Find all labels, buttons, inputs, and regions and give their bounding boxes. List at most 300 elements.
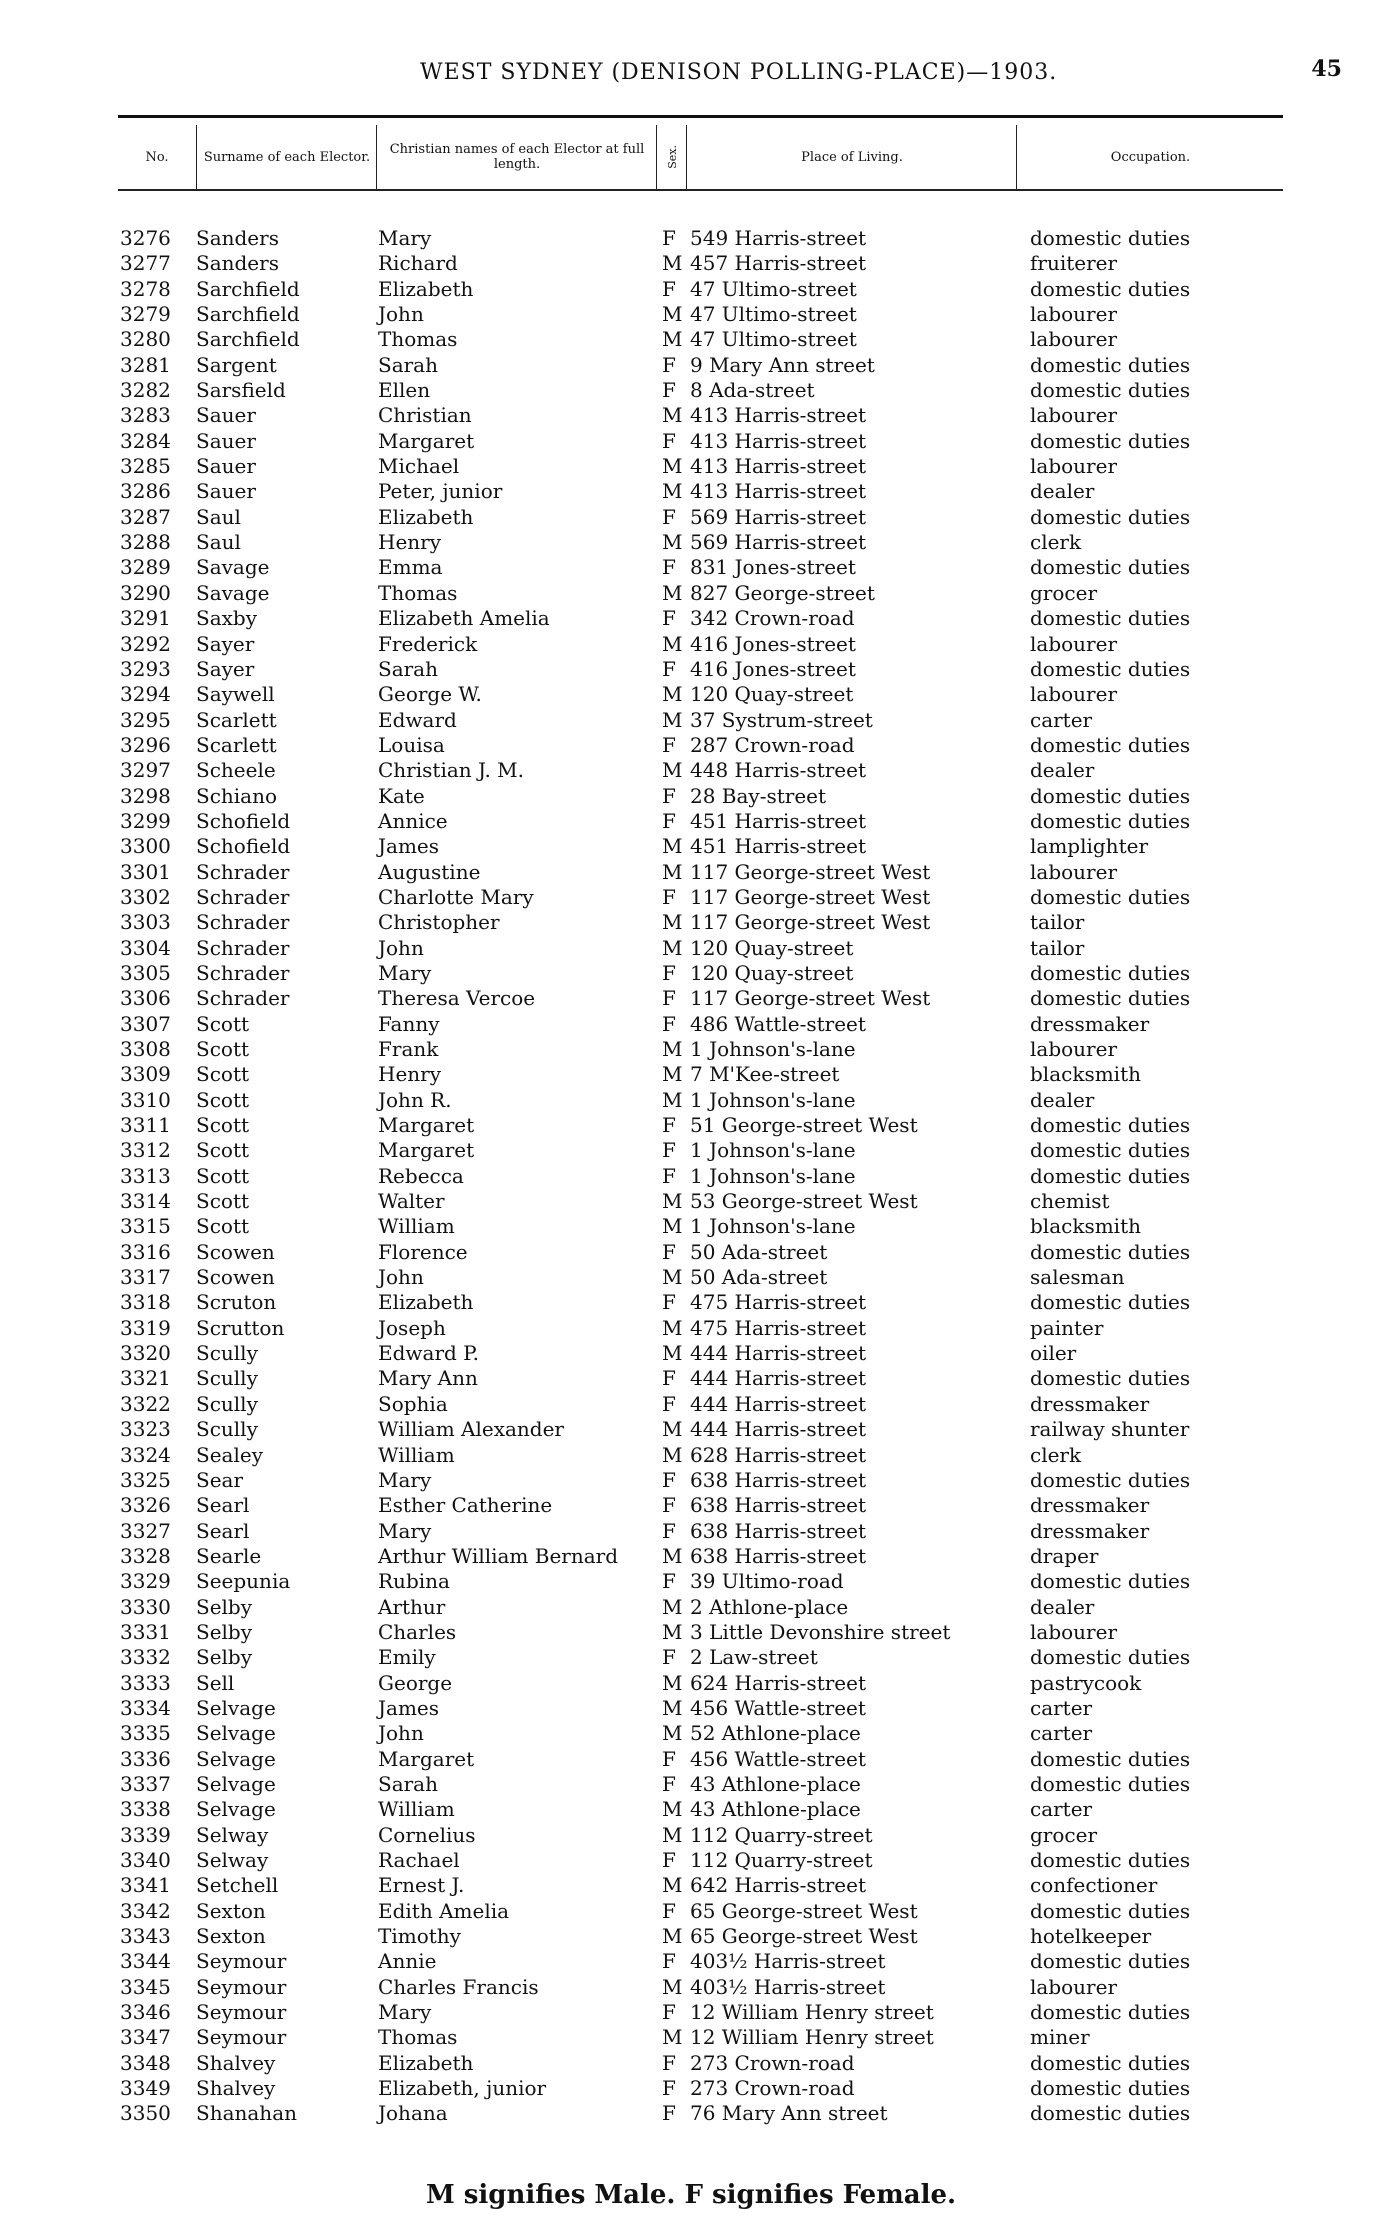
elector-occupation: clerk bbox=[1030, 1442, 1082, 1467]
elector-place-of-living: 444 Harris-street bbox=[690, 1391, 867, 1416]
table-row bbox=[0, 936, 1382, 961]
elector-number: 3289 bbox=[120, 555, 171, 580]
elector-occupation: dressmaker bbox=[1030, 1518, 1150, 1543]
elector-sex: F bbox=[662, 1011, 676, 1036]
elector-occupation: domestic duties bbox=[1030, 555, 1191, 580]
table-row bbox=[0, 860, 1382, 885]
elector-sex: F bbox=[662, 2050, 676, 2075]
table-row bbox=[0, 1595, 1382, 1620]
elector-number: 3290 bbox=[120, 580, 171, 605]
table-row bbox=[0, 403, 1382, 428]
elector-sex: F bbox=[662, 1113, 676, 1138]
elector-number: 3307 bbox=[120, 1011, 171, 1036]
elector-sex: M bbox=[662, 1214, 683, 1239]
elector-surname: Schofield bbox=[196, 834, 291, 859]
elector-sex: F bbox=[662, 606, 676, 631]
elector-place-of-living: 120 Quay-street bbox=[690, 960, 854, 985]
elector-number: 3294 bbox=[120, 682, 171, 707]
table-row bbox=[0, 784, 1382, 809]
elector-surname: Seymour bbox=[196, 2000, 287, 2025]
elector-occupation: chemist bbox=[1030, 1189, 1110, 1214]
elector-occupation: domestic duties bbox=[1030, 2050, 1191, 2075]
elector-christian-names: James bbox=[378, 834, 440, 859]
elector-occupation: dressmaker bbox=[1030, 1391, 1150, 1416]
elector-surname: Scott bbox=[196, 1214, 250, 1239]
column-header-sex bbox=[656, 125, 687, 189]
elector-number: 3350 bbox=[120, 2101, 171, 2126]
elector-sex: M bbox=[662, 1265, 683, 1290]
elector-surname: Searl bbox=[196, 1493, 250, 1518]
elector-number: 3313 bbox=[120, 1163, 171, 1188]
column-header-surname: Surname of each Elector. bbox=[196, 125, 377, 189]
elector-christian-names: Esther Catherine bbox=[378, 1493, 553, 1518]
elector-occupation: domestic duties bbox=[1030, 1848, 1191, 1872]
elector-sex: M bbox=[662, 1721, 683, 1746]
elector-christian-names: Thomas bbox=[378, 2025, 458, 2050]
table-row bbox=[0, 1316, 1382, 1341]
elector-place-of-living: 76 Mary Ann street bbox=[690, 2101, 888, 2126]
elector-occupation: fruiterer bbox=[1030, 251, 1118, 276]
elector-surname: Scully bbox=[196, 1417, 258, 1442]
elector-sex: F bbox=[662, 428, 676, 453]
table-row bbox=[0, 682, 1382, 707]
table-row bbox=[0, 1949, 1382, 1974]
elector-surname: Sealey bbox=[196, 1442, 263, 1467]
elector-christian-names: William bbox=[378, 1214, 455, 1239]
elector-surname: Schofield bbox=[196, 808, 291, 833]
elector-surname: Selway bbox=[196, 1822, 269, 1847]
elector-surname: Seymour bbox=[196, 2025, 287, 2050]
column-header-rule bbox=[118, 189, 1283, 191]
elector-place-of-living: 12 William Henry street bbox=[690, 2000, 934, 2025]
elector-christian-names: Sarah bbox=[378, 1771, 438, 1796]
elector-surname: Scruton bbox=[196, 1290, 277, 1315]
elector-sex: M bbox=[662, 1543, 683, 1568]
elector-occupation: domestic duties bbox=[1030, 1898, 1191, 1923]
elector-surname: Sexton bbox=[196, 1924, 266, 1949]
elector-christian-names: Peter, junior bbox=[378, 479, 503, 504]
elector-place-of-living: 413 Harris-street bbox=[690, 428, 867, 453]
elector-sex: M bbox=[662, 1873, 683, 1898]
elector-occupation: painter bbox=[1030, 1315, 1104, 1340]
column-header-christian: Christian names of each Elector at full length. bbox=[376, 125, 657, 189]
elector-occupation: dealer bbox=[1030, 1594, 1095, 1619]
column-header-occupation: Occupation. bbox=[1016, 125, 1284, 189]
elector-number: 3332 bbox=[120, 1645, 171, 1670]
elector-christian-names: Rubina bbox=[378, 1569, 450, 1594]
elector-place-of-living: 1 Johnson's-lane bbox=[690, 1163, 856, 1188]
elector-sex: F bbox=[662, 1239, 676, 1264]
elector-christian-names: James bbox=[378, 1695, 440, 1720]
elector-number: 3330 bbox=[120, 1594, 171, 1619]
table-row bbox=[0, 505, 1382, 530]
elector-christian-names: Mary bbox=[378, 226, 432, 250]
elector-place-of-living: 117 George-street West bbox=[690, 910, 931, 935]
elector-sex: F bbox=[662, 1518, 676, 1543]
elector-number: 3347 bbox=[120, 2025, 171, 2050]
elector-sex: F bbox=[662, 986, 676, 1011]
elector-sex: F bbox=[662, 732, 676, 757]
elector-surname: Sauer bbox=[196, 403, 256, 428]
elector-surname: Sarchfield bbox=[196, 302, 300, 327]
elector-occupation: labourer bbox=[1030, 631, 1118, 656]
elector-sex: M bbox=[662, 631, 683, 656]
elector-place-of-living: 120 Quay-street bbox=[690, 682, 854, 707]
elector-number: 3303 bbox=[120, 910, 171, 935]
elector-number: 3283 bbox=[120, 403, 171, 428]
column-header-place: Place of Living. bbox=[686, 125, 1017, 189]
elector-occupation: labourer bbox=[1030, 302, 1118, 327]
elector-occupation: labourer bbox=[1030, 403, 1118, 428]
elector-number: 3335 bbox=[120, 1721, 171, 1746]
elector-christian-names: Margaret bbox=[378, 428, 475, 453]
elector-christian-names: Charlotte Mary bbox=[378, 884, 534, 909]
elector-occupation: labourer bbox=[1030, 859, 1118, 884]
elector-number: 3324 bbox=[120, 1442, 171, 1467]
elector-occupation: labourer bbox=[1030, 1037, 1118, 1061]
elector-surname: Selby bbox=[196, 1619, 253, 1644]
elector-christian-names: Elizabeth bbox=[378, 2050, 474, 2075]
table-row bbox=[0, 378, 1382, 403]
elector-surname: Scott bbox=[196, 1062, 250, 1087]
elector-surname: Scully bbox=[196, 1366, 258, 1391]
elector-occupation: labourer bbox=[1030, 1619, 1118, 1644]
elector-number: 3300 bbox=[120, 834, 171, 859]
elector-sex: M bbox=[662, 1062, 683, 1087]
elector-christian-names: William bbox=[378, 1797, 455, 1822]
elector-christian-names: Kate bbox=[378, 783, 425, 808]
elector-surname: Sanders bbox=[196, 226, 279, 250]
elector-surname: Sayer bbox=[196, 631, 255, 656]
elector-christian-names: John bbox=[378, 1721, 424, 1746]
elector-place-of-living: 642 Harris-street bbox=[690, 1873, 867, 1898]
elector-number: 3293 bbox=[120, 656, 171, 681]
elector-surname: Seymour bbox=[196, 1949, 287, 1974]
elector-number: 3334 bbox=[120, 1695, 171, 1720]
table-row bbox=[0, 277, 1382, 302]
elector-sex: F bbox=[662, 656, 676, 681]
elector-sex: M bbox=[662, 2025, 683, 2050]
elector-number: 3302 bbox=[120, 884, 171, 909]
elector-surname: Saywell bbox=[196, 682, 275, 707]
elector-sex: M bbox=[662, 1417, 683, 1442]
elector-number: 3316 bbox=[120, 1239, 171, 1264]
elector-number: 3291 bbox=[120, 606, 171, 631]
elector-occupation: domestic duties bbox=[1030, 2101, 1191, 2126]
table-row bbox=[0, 1341, 1382, 1366]
elector-place-of-living: 12 William Henry street bbox=[690, 2025, 934, 2050]
elector-christian-names: Margaret bbox=[378, 1138, 475, 1163]
table-row bbox=[0, 1671, 1382, 1696]
elector-occupation: dealer bbox=[1030, 758, 1095, 783]
elector-sex: M bbox=[662, 1189, 683, 1214]
table-row bbox=[0, 1620, 1382, 1645]
elector-surname: Sauer bbox=[196, 454, 256, 479]
elector-place-of-living: 65 George-street West bbox=[690, 1924, 918, 1949]
elector-place-of-living: 638 Harris-street bbox=[690, 1518, 867, 1543]
elector-sex: M bbox=[662, 1619, 683, 1644]
table-row bbox=[0, 1924, 1382, 1949]
elector-christian-names: Christopher bbox=[378, 910, 500, 935]
elector-christian-names: Rebecca bbox=[378, 1163, 464, 1188]
elector-sex: F bbox=[662, 226, 676, 250]
table-row bbox=[0, 2000, 1382, 2025]
elector-sex: M bbox=[662, 1822, 683, 1847]
elector-place-of-living: 416 Jones-street bbox=[690, 656, 856, 681]
elector-number: 3286 bbox=[120, 479, 171, 504]
elector-place-of-living: 416 Jones-street bbox=[690, 631, 856, 656]
header-rule bbox=[118, 115, 1283, 118]
elector-place-of-living: 444 Harris-street bbox=[690, 1341, 867, 1366]
column-header-sex-label: Sex. bbox=[665, 145, 679, 169]
elector-surname: Sexton bbox=[196, 1898, 266, 1923]
elector-sex: F bbox=[662, 276, 676, 301]
elector-place-of-living: 2 Law-street bbox=[690, 1645, 818, 1670]
elector-number: 3338 bbox=[120, 1797, 171, 1822]
elector-surname: Selvage bbox=[196, 1721, 276, 1746]
elector-place-of-living: 28 Bay-street bbox=[690, 783, 827, 808]
elector-occupation: domestic duties bbox=[1030, 808, 1191, 833]
elector-number: 3306 bbox=[120, 986, 171, 1011]
elector-place-of-living: 9 Mary Ann street bbox=[690, 352, 875, 377]
elector-sex: M bbox=[662, 1974, 683, 1999]
elector-occupation: confectioner bbox=[1030, 1873, 1158, 1898]
elector-occupation: domestic duties bbox=[1030, 1746, 1191, 1771]
elector-christian-names: Thomas bbox=[378, 327, 458, 352]
elector-sex: M bbox=[662, 1670, 683, 1695]
elector-occupation: carter bbox=[1030, 707, 1093, 732]
elector-number: 3278 bbox=[120, 276, 171, 301]
elector-surname: Schrader bbox=[196, 859, 290, 884]
elector-sex: M bbox=[662, 479, 683, 504]
elector-surname: Selby bbox=[196, 1645, 253, 1670]
elector-surname: Schrader bbox=[196, 935, 290, 960]
elector-sex: F bbox=[662, 2000, 676, 2025]
elector-sex: F bbox=[662, 1569, 676, 1594]
elector-occupation: domestic duties bbox=[1030, 2000, 1191, 2025]
elector-place-of-living: 273 Crown-road bbox=[690, 2076, 855, 2101]
elector-place-of-living: 3 Little Devonshire street bbox=[690, 1619, 951, 1644]
elector-number: 3288 bbox=[120, 530, 171, 555]
elector-christian-names: Emily bbox=[378, 1645, 436, 1670]
elector-christian-names: Edith Amelia bbox=[378, 1898, 510, 1923]
elector-occupation: domestic duties bbox=[1030, 986, 1191, 1011]
elector-sex: M bbox=[662, 1442, 683, 1467]
elector-sex: F bbox=[662, 2076, 676, 2101]
table-row bbox=[0, 1037, 1382, 1062]
elector-place-of-living: 273 Crown-road bbox=[690, 2050, 855, 2075]
elector-number: 3282 bbox=[120, 378, 171, 403]
elector-occupation: railway shunter bbox=[1030, 1417, 1190, 1442]
elector-place-of-living: 39 Ultimo-road bbox=[690, 1569, 844, 1594]
elector-sex: F bbox=[662, 1391, 676, 1416]
elector-number: 3276 bbox=[120, 226, 171, 250]
elector-surname: Selvage bbox=[196, 1695, 276, 1720]
elector-place-of-living: 112 Quarry-street bbox=[690, 1822, 873, 1847]
elector-occupation: grocer bbox=[1030, 580, 1098, 605]
elector-surname: Scott bbox=[196, 1011, 250, 1036]
elector-number: 3333 bbox=[120, 1670, 171, 1695]
elector-surname: Saul bbox=[196, 504, 241, 529]
elector-christian-names: Christian bbox=[378, 403, 472, 428]
elector-occupation: clerk bbox=[1030, 530, 1082, 555]
elector-sex: F bbox=[662, 1645, 676, 1670]
elector-occupation: domestic duties bbox=[1030, 1366, 1191, 1391]
table-row bbox=[0, 327, 1382, 352]
elector-christian-names: Mary bbox=[378, 960, 432, 985]
elector-place-of-living: 1 Johnson's-lane bbox=[690, 1138, 856, 1163]
elector-sex: M bbox=[662, 758, 683, 783]
elector-place-of-living: 1 Johnson's-lane bbox=[690, 1087, 856, 1112]
elector-occupation: labourer bbox=[1030, 682, 1118, 707]
table-row bbox=[0, 251, 1382, 276]
elector-number: 3322 bbox=[120, 1391, 171, 1416]
table-row bbox=[0, 429, 1382, 454]
table-row bbox=[0, 226, 1382, 251]
elector-surname: Scowen bbox=[196, 1265, 275, 1290]
elector-surname: Sauer bbox=[196, 428, 256, 453]
elector-place-of-living: 569 Harris-street bbox=[690, 504, 867, 529]
elector-christian-names: John bbox=[378, 935, 424, 960]
elector-place-of-living: 117 George-street West bbox=[690, 884, 931, 909]
elector-number: 3287 bbox=[120, 504, 171, 529]
table-row bbox=[0, 1366, 1382, 1391]
elector-christian-names: Edward P. bbox=[378, 1341, 479, 1366]
table-row bbox=[0, 1544, 1382, 1569]
elector-sex: F bbox=[662, 960, 676, 985]
elector-surname: Saul bbox=[196, 530, 241, 555]
elector-place-of-living: 287 Crown-road bbox=[690, 732, 855, 757]
elector-surname: Shalvey bbox=[196, 2076, 276, 2101]
table-row bbox=[0, 1265, 1382, 1290]
elector-number: 3305 bbox=[120, 960, 171, 985]
elector-christian-names: Johana bbox=[378, 2101, 448, 2126]
table-row bbox=[0, 632, 1382, 657]
elector-christian-names: Edward bbox=[378, 707, 457, 732]
elector-christian-names: John bbox=[378, 302, 424, 327]
elector-sex: F bbox=[662, 1898, 676, 1923]
elector-sex: M bbox=[662, 834, 683, 859]
elector-sex: F bbox=[662, 884, 676, 909]
elector-surname: Sayer bbox=[196, 656, 255, 681]
elector-number: 3325 bbox=[120, 1467, 171, 1492]
elector-christian-names: Florence bbox=[378, 1239, 468, 1264]
elector-christian-names: Mary bbox=[378, 1518, 432, 1543]
elector-occupation: domestic duties bbox=[1030, 1467, 1191, 1492]
elector-sex: M bbox=[662, 530, 683, 555]
elector-occupation: carter bbox=[1030, 1721, 1093, 1746]
elector-surname: Searle bbox=[196, 1543, 262, 1568]
table-row bbox=[0, 606, 1382, 631]
elector-number: 3349 bbox=[120, 2076, 171, 2101]
elector-sex: M bbox=[662, 403, 683, 428]
elector-christian-names: Mary bbox=[378, 1467, 432, 1492]
elector-place-of-living: 569 Harris-street bbox=[690, 530, 867, 555]
elector-surname: Sanders bbox=[196, 251, 279, 276]
elector-number: 3323 bbox=[120, 1417, 171, 1442]
table-row bbox=[0, 1696, 1382, 1721]
elector-occupation: carter bbox=[1030, 1797, 1093, 1822]
elector-christian-names: Frederick bbox=[378, 631, 478, 656]
elector-number: 3312 bbox=[120, 1138, 171, 1163]
elector-christian-names: Richard bbox=[378, 251, 458, 276]
elector-christian-names: Walter bbox=[378, 1189, 445, 1214]
table-row bbox=[0, 657, 1382, 682]
elector-sex: M bbox=[662, 454, 683, 479]
elector-christian-names: Elizabeth bbox=[378, 504, 474, 529]
elector-place-of-living: 47 Ultimo-street bbox=[690, 302, 857, 327]
elector-surname: Scully bbox=[196, 1391, 258, 1416]
table-row bbox=[0, 1417, 1382, 1442]
page-title: WEST SYDNEY (DENISON POLLING-PLACE)—1903. bbox=[420, 60, 1058, 85]
table-row bbox=[0, 454, 1382, 479]
elector-christian-names: Christian J. M. bbox=[378, 758, 525, 783]
elector-place-of-living: 638 Harris-street bbox=[690, 1467, 867, 1492]
table-row bbox=[0, 1721, 1382, 1746]
elector-sex: F bbox=[662, 1138, 676, 1163]
elector-occupation: domestic duties bbox=[1030, 276, 1191, 301]
elector-occupation: domestic duties bbox=[1030, 656, 1191, 681]
elector-christian-names: Margaret bbox=[378, 1746, 475, 1771]
elector-sex: F bbox=[662, 1949, 676, 1974]
elector-christian-names: George W. bbox=[378, 682, 482, 707]
elector-place-of-living: 112 Quarry-street bbox=[690, 1848, 873, 1872]
elector-sex: M bbox=[662, 251, 683, 276]
elector-place-of-living: 43 Athlone-place bbox=[690, 1797, 861, 1822]
elector-surname: Scott bbox=[196, 1163, 250, 1188]
elector-occupation: oiler bbox=[1030, 1341, 1077, 1366]
elector-place-of-living: 549 Harris-street bbox=[690, 226, 867, 250]
elector-occupation: domestic duties bbox=[1030, 884, 1191, 909]
table-row bbox=[0, 1189, 1382, 1214]
elector-occupation: domestic duties bbox=[1030, 1138, 1191, 1163]
elector-surname: Scheele bbox=[196, 758, 276, 783]
elector-number: 3326 bbox=[120, 1493, 171, 1518]
elector-christian-names: Elizabeth, junior bbox=[378, 2076, 547, 2101]
table-row bbox=[0, 1645, 1382, 1670]
elector-place-of-living: 413 Harris-street bbox=[690, 454, 867, 479]
table-row bbox=[0, 2025, 1382, 2050]
elector-christian-names: Michael bbox=[378, 454, 460, 479]
elector-number: 3327 bbox=[120, 1518, 171, 1543]
elector-place-of-living: 47 Ultimo-street bbox=[690, 276, 857, 301]
elector-number: 3321 bbox=[120, 1366, 171, 1391]
elector-surname: Sell bbox=[196, 1670, 235, 1695]
table-row bbox=[0, 1164, 1382, 1189]
elector-place-of-living: 8 Ada-street bbox=[690, 378, 815, 403]
elector-occupation: domestic duties bbox=[1030, 732, 1191, 757]
elector-place-of-living: 2 Athlone-place bbox=[690, 1594, 849, 1619]
elector-occupation: domestic duties bbox=[1030, 1771, 1191, 1796]
column-headers bbox=[118, 125, 1283, 189]
table-row bbox=[0, 834, 1382, 859]
elector-christian-names: Ellen bbox=[378, 378, 431, 403]
elector-number: 3341 bbox=[120, 1873, 171, 1898]
elector-place-of-living: 117 George-street West bbox=[690, 859, 931, 884]
elector-list bbox=[0, 226, 1382, 2127]
elector-christian-names: Henry bbox=[378, 1062, 442, 1087]
table-row bbox=[0, 961, 1382, 986]
elector-number: 3314 bbox=[120, 1189, 171, 1214]
elector-place-of-living: 120 Quay-street bbox=[690, 935, 854, 960]
elector-occupation: grocer bbox=[1030, 1822, 1098, 1847]
table-row bbox=[0, 530, 1382, 555]
elector-occupation: domestic duties bbox=[1030, 1290, 1191, 1315]
page-number: 45 bbox=[1311, 56, 1342, 82]
elector-surname: Savage bbox=[196, 555, 270, 580]
elector-place-of-living: 403½ Harris-street bbox=[690, 1949, 886, 1974]
elector-place-of-living: 47 Ultimo-street bbox=[690, 327, 857, 352]
